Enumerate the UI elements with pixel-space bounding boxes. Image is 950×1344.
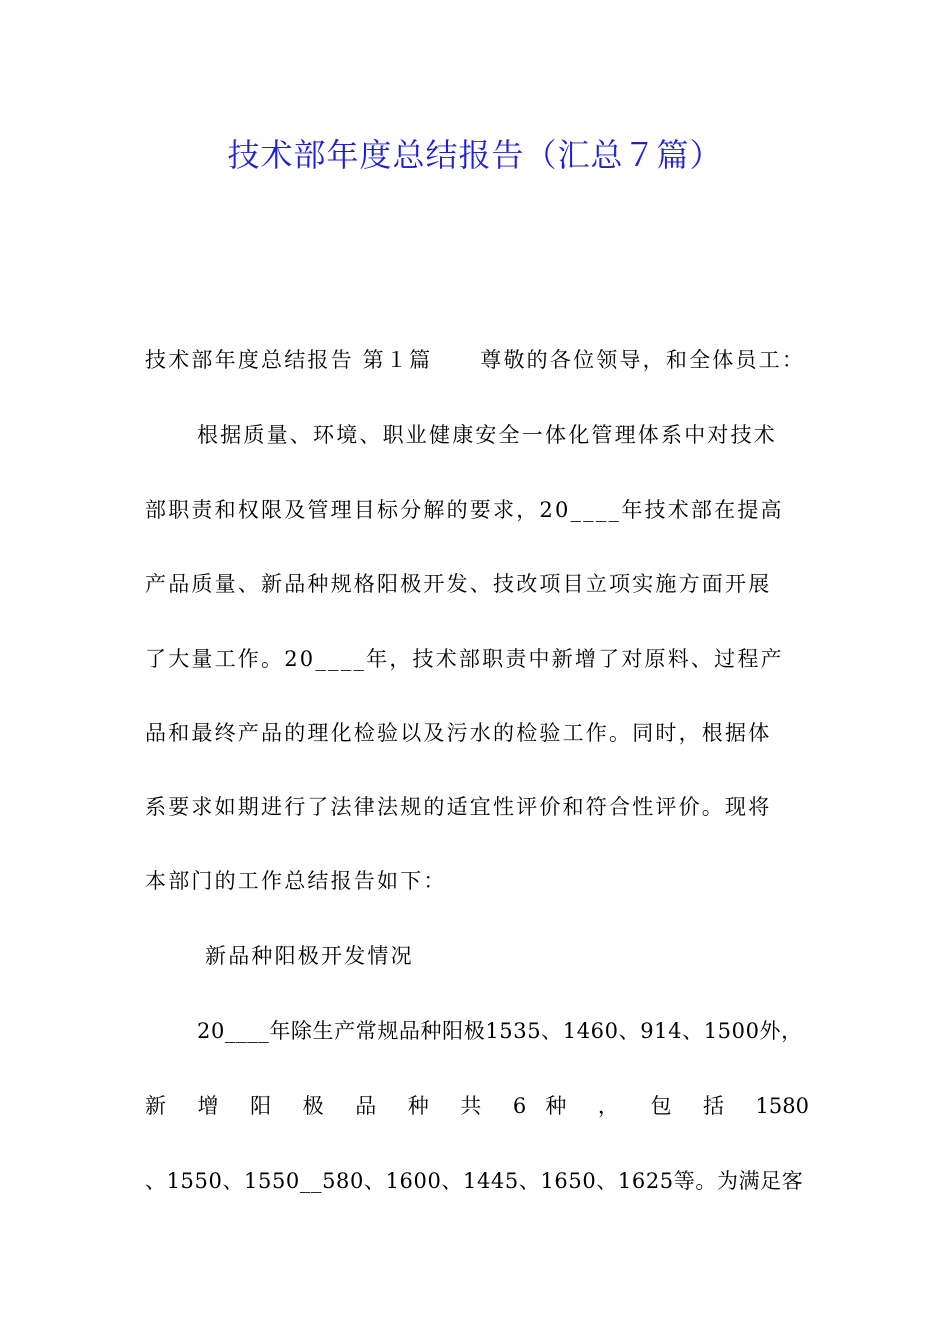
- body-line-6: 品和最终产品的理化检验以及污水的检验工作。同时，根据体: [145, 721, 772, 745]
- body-line-3: 部职责和权限及管理目标分解的要求，20____年技术部在提高: [145, 498, 784, 522]
- greeting: 尊敬的各位领导，和全体员工：: [480, 348, 806, 372]
- body-line-10: 20____年除生产常规品种阳极1535、1460、914、1500外，: [197, 1019, 803, 1043]
- body-line-11: 新 增 阳 极 品 种 共 6 种 ， 包 括 1580: [145, 1094, 809, 1118]
- subsection-heading: 新品种阳极开发情况: [205, 944, 414, 968]
- body-line-4: 产品质量、新品种规格阳极开发、技改项目立项实施方面开展: [145, 572, 772, 596]
- body-line-12: 、1550、1550__580、1600、1445、1650、1625等。为满足客: [145, 1169, 804, 1193]
- document-title: 技术部年度总结报告（汇总７篇）: [227, 136, 723, 174]
- body-line-5: 了大量工作。20____年，技术部职责中新增了对原料、过程产: [145, 647, 784, 671]
- body-line-7: 系要求如期进行了法律法规的适宜性评价和符合性评价。现将: [145, 795, 772, 819]
- body-line-8: 本部门的工作总结报告如下：: [145, 869, 447, 893]
- body-line-1: [145, 345, 809, 375]
- body-line-2: 根据质量、环境、职业健康安全一体化管理体系中对技术: [197, 423, 777, 447]
- section-heading: 技术部年度总结报告 第１篇: [145, 348, 433, 372]
